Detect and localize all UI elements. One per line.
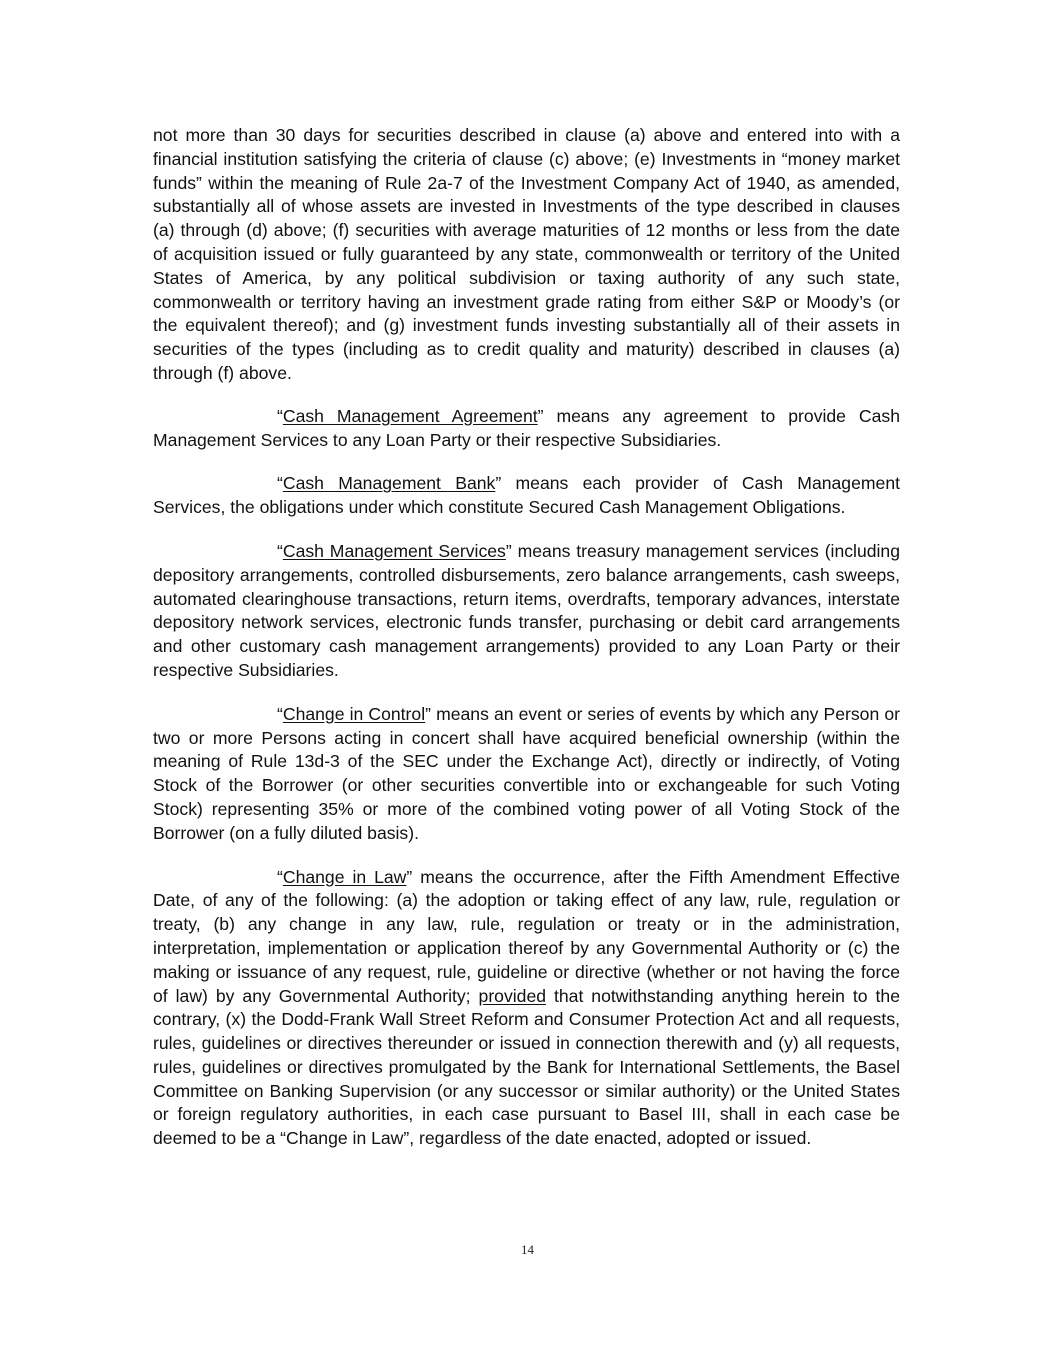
open-quote: “ bbox=[277, 866, 283, 887]
definition-text: ” means treasury management services (including depository arrangements, controlled disbursements, zero balance arrangements, cash sweeps, automated clearinghouse transactions, return items, overdrafts, temporary advances, interstate depository network services, electronic funds transfer, purchasing or debit card arrangements and other customary cash management arrangements) provided to any Loan Party or their respective Subsidiaries. bbox=[153, 540, 900, 680]
paragraph-permitted-investments-continued bbox=[153, 124, 900, 386]
page-number: 14 bbox=[521, 1242, 534, 1257]
definition-text-continued: that notwithstanding anything herein to the contrary, (x) the Dodd-Frank Wall Street Reform and Consumer Protection Act and all requests, rules, guidelines or directives thereunder or issued in connection therewith and (y) all requests, rules, guidelines or directives promulgated by the Bank for International Settlements, the Basel Committee on Banking Supervision (or any successor or similar authority) or the United States or foreign regulatory authorities, in each case pursuant to Basel III, shall in each case be deemed to be a “Change in Law”, regardless of the date enacted, adopted or issued. bbox=[153, 985, 900, 1149]
definition-text: ” means any agreement to provide Cash Management Services to any Loan Party or their respective Subsidiaries. bbox=[153, 405, 900, 450]
definition-cash-management-agreement bbox=[153, 405, 900, 453]
paragraph-text: not more than 30 days for securities described in clause (a) above and entered into with a financial institution satisfying the criteria of clause (c) above; (e) Investments in “money market funds” within the meaning of Rule 2a-7 of the Investment Company Act of 1940, as amended, substantially all of whose assets are invested in Investments of the type described in clauses (a) through (d) above; (f) securities with average maturities of 12 months or less from the date of acquisition issued or fully guaranteed by any state, commonwealth or territory of the United States of America, by any political subdivision or taxing authority of any such state, commonwealth or territory having an investment grade rating from either S&P or Moody’s (or the equivalent thereof); and (g) investment funds investing substantially all of their assets in securities of the types (including as to credit quality and maturity) described in clauses (a) through (f) above. bbox=[153, 125, 900, 383]
definition-change-in-control bbox=[153, 703, 900, 846]
definition-text: ” means an event or series of events by which any Person or two or more Persons acting in concert shall have acquired beneficial ownership (within the meaning of Rule 13d-3 of the SEC under the Exchange Act), directly or indirectly, of Voting Stock of the Borrower (or other securities convertible into or exchangeable for such Voting Stock) representing 35% or more of the combined voting power of all Voting Stock of the Borrower (on a fully diluted basis). bbox=[153, 703, 900, 843]
defined-term: Change in Control bbox=[282, 703, 426, 724]
defined-term: Change in Law bbox=[282, 866, 407, 887]
proviso-term: provided bbox=[478, 985, 547, 1006]
definition-cash-management-bank bbox=[153, 472, 900, 520]
open-quote: “ bbox=[277, 703, 283, 724]
definition-cash-management-services bbox=[153, 540, 900, 683]
definition-text: ” means each provider of Cash Management Services, the obligations under which constitute Secured Cash Management Obligations. bbox=[153, 473, 900, 518]
defined-term: Cash Management Services bbox=[282, 540, 506, 561]
definition-change-in-law bbox=[153, 866, 900, 1152]
definition-text: ” means the occurrence, after the Fifth Amendment Effective Date, of any of the following: (a) the adoption or taking effect of any law, rule, regulation or treaty, (b) any change in any law, rule, regulation or treaty or in the administration, interpretation, implementation or application thereof by any Governmental Authority or (c) the making or issuance of any request, rule, guideline or directive (whether or not having the force of law) by any Governmental Authority; bbox=[153, 866, 900, 1006]
defined-term: Cash Management Bank bbox=[282, 473, 496, 494]
open-quote: “ bbox=[277, 405, 283, 426]
defined-term: Cash Management Agreement bbox=[282, 405, 538, 426]
document-body bbox=[153, 124, 900, 1171]
open-quote: “ bbox=[277, 473, 283, 494]
open-quote: “ bbox=[277, 540, 283, 561]
